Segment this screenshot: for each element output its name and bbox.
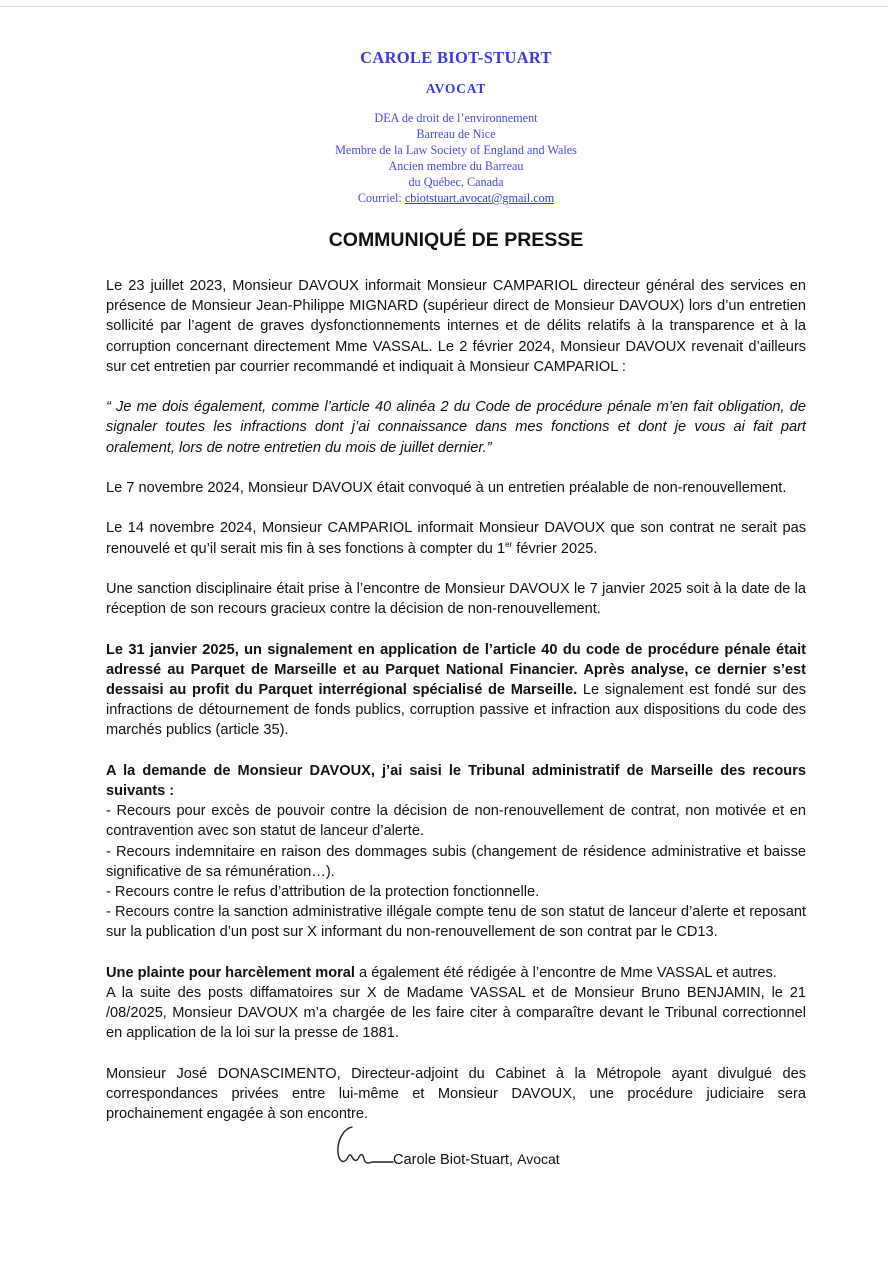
signalement-bold: Le 31 janvier 2025, un signalement en application de l’article 40 du code de procédure pénale était adressé au Parquet de Marseille et au Parquet National Financier. Après analyse, ce dernier s’est dessaisi au profit du Parquet interrégional spécialisé de Marseille. xyxy=(106,641,806,698)
recours-item-protection: - Recours contre le refus d’attribution de la protection fonctionnelle. xyxy=(106,884,540,900)
recours-intro-bold: A la demande de Monsieur DAVOUX, j’ai saisi le Tribunal administratif de Marseille des recours suivants : xyxy=(106,762,806,799)
paragraph-recours-intro xyxy=(106,761,806,801)
paragraph-non-renouvellement-date: février 2025. xyxy=(512,540,598,557)
signature-name: Carole Biot-Stuart xyxy=(393,1152,509,1168)
paragraph-plainte xyxy=(106,963,806,983)
plainte-rest: a également été rédigée à l’encontre de Mme VASSAL et autres. xyxy=(354,964,777,981)
document-body xyxy=(106,276,806,1145)
paragraph-diffamation: A la suite des posts diffamatoires sur X de Madame VASSAL et de Monsieur Bruno BENJAMIN, le 21 /08/2025, Monsieur DAVOUX m’a chargée de les faire citer à comparaître devant le Tribunal correctionnel en application de la loi sur la presse de 1881. xyxy=(106,985,806,1042)
recours-item-exces-pouvoir: - Recours pour excès de pouvoir contre la décision de non-renouvellement de contrat, non motivée et en contravention avec son statut de lanceur d’alerte. xyxy=(106,803,806,840)
recours-item-sanction: - Recours contre la sanction administrative illégale compte tenu de son statut de lanceur d’alerte et reposant sur la publication d’un post sur X informant du non-renouvellement de son contrat par le CD13. xyxy=(106,904,806,941)
plainte-bold: Une plainte pour harcèlement moral xyxy=(106,964,355,981)
letterhead-name: CAROLE BIOT-STUART xyxy=(360,48,552,67)
email-link[interactable]: cbiotstuart.avocat@gmail.com xyxy=(404,191,555,205)
recours-item-indemnitaire: - Recours indemnitaire en raison des dommages subis (changement de résidence administrative et baisse significative de sa rémunération…). xyxy=(106,843,806,880)
paragraph-signalement xyxy=(106,640,806,741)
paragraph-convocation: Le 7 novembre 2024, Monsieur DAVOUX était convoqué à un entretien préalable de non-renouvellement. xyxy=(106,480,787,496)
signature-block xyxy=(330,1124,630,1174)
paragraph-donascimento: Monsieur José DONASCIMENTO, Directeur-adjoint du Cabinet à la Métropole ayant divulgué des correspondances privées entre lui-même et Monsieur DAVOUX, une procédure judiciaire sera prochainement engagée à son encontre. xyxy=(106,1065,806,1123)
letterhead-line-ancien: Ancien membre du Barreau xyxy=(388,159,524,173)
quote-courrier: “ Je me dois également, comme l’article 40 alinéa 2 du Code de procédure pénale m’en fait obligation, de signaler toutes les infractions dont j’ai connaissance dans mes fonctions et dont je vous ai fait part oralement, lors de notre entretien du mois de juillet dernier.” xyxy=(106,399,806,456)
paragraph-sanction: Une sanction disciplinaire était prise à l’encontre de Monsieur DAVOUX le 7 janvier 2025 soit à la date de la réception de son recours gracieux contre la décision de non-renouvellement. xyxy=(106,580,806,618)
signature-title: Avocat xyxy=(517,1151,560,1167)
letterhead-email-line xyxy=(106,190,806,206)
superscript-er: er xyxy=(505,539,513,549)
letterhead-title: AVOCAT xyxy=(425,81,487,96)
letterhead-credentials xyxy=(106,110,806,206)
document-title: COMMUNIQUÉ DE PRESSE xyxy=(328,229,584,251)
paragraph-non-renouvellement-text: Le 14 novembre 2024, Monsieur CAMPARIOL informait Monsieur DAVOUX que son contrat ne serait pas renouvelé et qu’il serait mis fin à ses fonctions à compter du 1 xyxy=(106,520,806,557)
letterhead-line-dea: DEA de droit de l’environnement xyxy=(374,111,538,125)
top-border-line xyxy=(0,6,888,7)
letterhead-line-law-society: Membre de la Law Society of England and Wales xyxy=(335,143,577,157)
paragraph-entretien: Le 23 juillet 2023, Monsieur DAVOUX informait Monsieur CAMPARIOL directeur général des services en présence de Monsieur Jean-Philippe MIGNARD (supérieur direct de Monsieur DAVOUX) lors d’un entretien sollicité par l’agent de graves dysfonctionnements internes et de délits relatifs à la transparence et à la corruption concernant directement Mme VASSAL. Le 2 février 2024, Monsieur DAVOUX revenait d’ailleurs sur cet entretien par courrier recommandé et indiquait à Monsieur CAMPARIOL : xyxy=(106,278,806,375)
signalement-rest: Le signalement est fondé sur des infractions de détournement de fonds publics, corruption passive et infraction aux dispositions du code des marchés publics (article 35). xyxy=(106,681,806,739)
paragraph-non-renouvellement xyxy=(106,518,806,558)
signature-text xyxy=(393,1151,560,1168)
handwritten-signature-icon xyxy=(330,1124,394,1170)
email-label: Courriel: xyxy=(357,191,405,205)
letterhead-line-quebec: du Québec, Canada xyxy=(408,175,504,189)
signature-separator: , xyxy=(509,1152,518,1168)
letterhead-line-barreau: Barreau de Nice xyxy=(416,127,496,141)
